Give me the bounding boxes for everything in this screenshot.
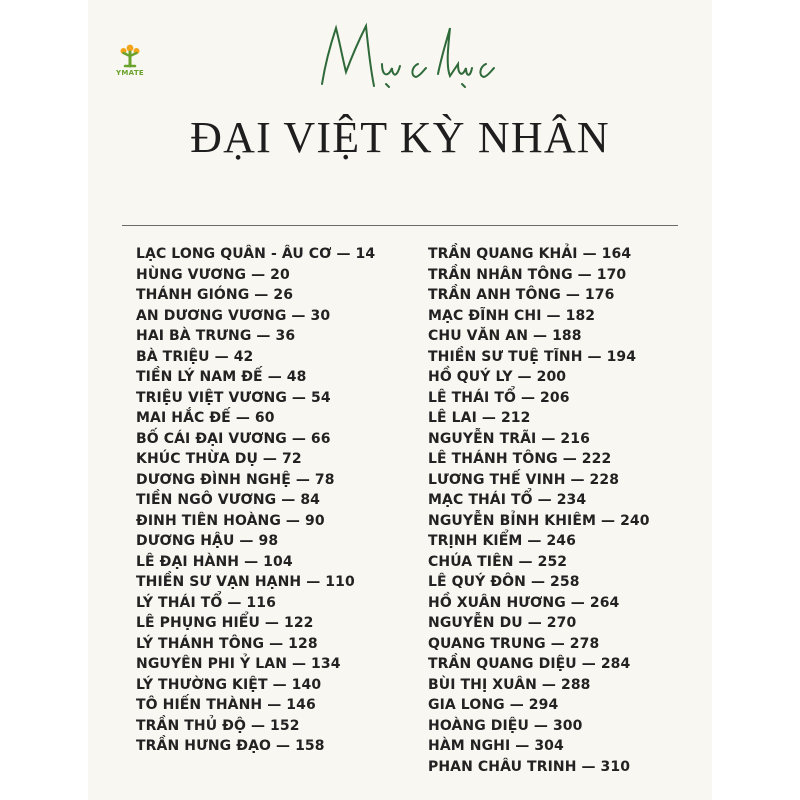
toc-entry: HAI BÀ TRƯNG — 36 bbox=[136, 328, 296, 344]
toc-column-left bbox=[136, 244, 375, 757]
toc-entry: TIỀN LÝ NAM ĐẾ — 48 bbox=[136, 369, 307, 385]
toc-entry: BÀ TRIỆU — 42 bbox=[136, 348, 254, 365]
toc-entry: NGUYỄN BỈNH KHIÊM — 240 bbox=[428, 512, 650, 529]
toc-entry: TRẦN THỦ ĐỘ — 152 bbox=[136, 717, 300, 734]
toc-entry: LƯƠNG THẾ VINH — 228 bbox=[428, 471, 620, 488]
toc-entry: THÁNH GIÓNG — 26 bbox=[136, 287, 294, 303]
toc-entry: LÊ THÁI TỔ — 206 bbox=[428, 389, 570, 406]
toc-entry: DƯƠNG HẬU — 98 bbox=[136, 533, 279, 549]
toc-entry: NGUYÊN PHI Ỷ LAN — 134 bbox=[136, 656, 341, 672]
toc-entry: CHÚA TIÊN — 252 bbox=[428, 553, 568, 570]
toc-entry: TRẦN HƯNG ĐẠO — 158 bbox=[136, 738, 325, 754]
toc-entry: TRẦN NHÂN TÔNG — 170 bbox=[428, 266, 627, 283]
toc-entry: TRIỆU VIỆT VƯƠNG — 54 bbox=[136, 389, 331, 406]
toc-entry: BÙI THỊ XUÂN — 288 bbox=[428, 676, 591, 693]
toc-entry: HỒ XUÂN HƯƠNG — 264 bbox=[428, 594, 620, 611]
toc-entry: LÊ QUÝ ĐÔN — 258 bbox=[428, 574, 580, 590]
brand-logo bbox=[115, 42, 145, 77]
toc-entry: HÙNG VƯƠNG — 20 bbox=[136, 266, 290, 283]
toc-entry: LÝ THÁI TỔ — 116 bbox=[136, 594, 276, 611]
toc-entry: CHU VĂN AN — 188 bbox=[428, 328, 582, 344]
toc-entry: THIỀN SƯ TUỆ TĨNH — 194 bbox=[428, 348, 637, 365]
toc-column-right bbox=[428, 244, 650, 777]
toc-entry: HÀM NGHI — 304 bbox=[428, 738, 564, 754]
toc-entry: MẠC THÁI TỔ — 234 bbox=[428, 492, 587, 508]
toc-entry: BỐ CÁI ĐẠI VƯƠNG — 66 bbox=[136, 430, 331, 447]
toc-entry: NGUYỄN DU — 270 bbox=[428, 615, 577, 631]
toc-entry: LÊ LAI — 212 bbox=[428, 410, 531, 426]
brand-name: YMATE bbox=[116, 69, 144, 77]
toc-entry: LÊ PHỤNG HIỂU — 122 bbox=[136, 615, 314, 631]
toc-entry: TRẦN QUANG DIỆU — 284 bbox=[428, 656, 631, 672]
toc-entry: LÊ ĐẠI HÀNH — 104 bbox=[136, 553, 293, 570]
toc-entry: HỒ QUÝ LY — 200 bbox=[428, 369, 567, 385]
toc-entry: THIỀN SƯ VẠN HẠNH — 110 bbox=[136, 574, 355, 590]
toc-entry: QUANG TRUNG — 278 bbox=[428, 635, 600, 652]
divider-line bbox=[122, 225, 678, 226]
toc-entry: LÝ THƯỜNG KIỆT — 140 bbox=[136, 676, 322, 693]
toc-entry: TIỀN NGÔ VƯƠNG — 84 bbox=[136, 492, 320, 508]
toc-entry: GIA LONG — 294 bbox=[428, 697, 559, 713]
toc-entry: KHÚC THỪA DỤ — 72 bbox=[136, 451, 302, 467]
toc-entry: TRẦN QUANG KHẢI — 164 bbox=[428, 246, 632, 262]
tree-logo-icon bbox=[117, 42, 143, 68]
script-heading bbox=[300, 14, 500, 104]
toc-entry: NGUYỄN TRÃI — 216 bbox=[428, 430, 590, 447]
toc-entry: ĐINH TIÊN HOÀNG — 90 bbox=[136, 512, 325, 529]
toc-entry: LÊ THÁNH TÔNG — 222 bbox=[428, 451, 612, 467]
toc-entry: HOÀNG DIỆU — 300 bbox=[428, 717, 583, 734]
toc-entry: AN DƯƠNG VƯƠNG — 30 bbox=[136, 307, 331, 324]
toc-entry: TÔ HIẾN THÀNH — 146 bbox=[136, 697, 316, 713]
toc-entry: DƯƠNG ĐÌNH NGHỆ — 78 bbox=[136, 471, 335, 488]
toc-entry: TRẦN ANH TÔNG — 176 bbox=[428, 287, 615, 303]
toc-entry: TRỊNH KIỂM — 246 bbox=[428, 533, 576, 549]
page-title: ĐẠI VIỆT KỲ NHÂN bbox=[190, 113, 610, 162]
toc-entry: LẠC LONG QUÂN - ÂU CƠ — 14 bbox=[136, 246, 376, 262]
toc-entry: MAI HẮC ĐẾ — 60 bbox=[136, 410, 275, 426]
toc-entry: LÝ THÁNH TÔNG — 128 bbox=[136, 635, 318, 652]
toc-entry: PHAN CHÂU TRINH — 310 bbox=[428, 758, 631, 775]
toc-entry: MẠC ĐĨNH CHI — 182 bbox=[428, 307, 596, 324]
